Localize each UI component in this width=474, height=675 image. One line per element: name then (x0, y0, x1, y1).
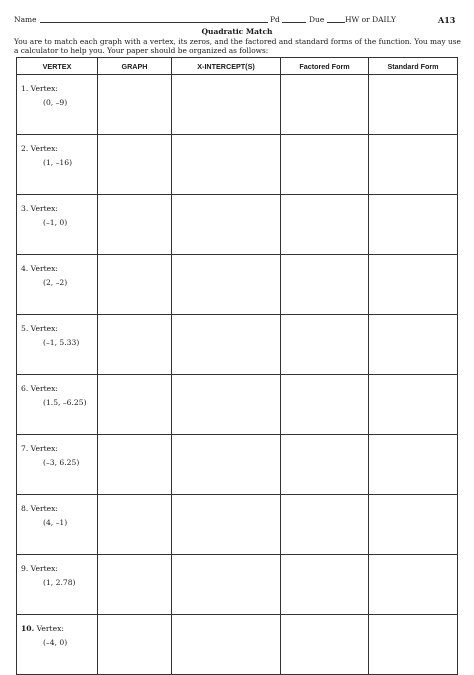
vertex-label: Vertex: (30, 204, 58, 213)
vertex-coordinates: (1, –16) (43, 158, 73, 167)
standard-form-answer-cell[interactable] (369, 195, 458, 255)
problem-number: 6. (21, 384, 29, 393)
problem-number: 5. (21, 324, 29, 333)
vertex-label: Vertex: (30, 564, 58, 573)
x-intercepts-answer-cell[interactable] (172, 255, 281, 315)
graph-answer-cell[interactable] (98, 435, 172, 495)
column-header-standard-form: Standard Form (369, 58, 458, 75)
vertex-label: Vertex: (30, 504, 58, 513)
standard-form-answer-cell[interactable] (369, 375, 458, 435)
problem-number: 7. (21, 444, 29, 453)
table-row (17, 615, 458, 675)
vertex-coordinates: (0, –9) (43, 98, 68, 107)
x-intercepts-answer-cell[interactable] (172, 555, 281, 615)
column-header-factored-form: Factored Form (281, 58, 369, 75)
table-row (17, 435, 458, 495)
vertex-cell (17, 195, 98, 255)
standard-form-answer-cell[interactable] (369, 255, 458, 315)
vertex-coordinates: (1.5, –6.25) (43, 398, 87, 407)
problem-number: 10. (21, 624, 35, 633)
hw-label: HW or DAILY (345, 15, 396, 24)
standard-form-answer-cell[interactable] (369, 495, 458, 555)
vertex-label: Vertex: (30, 384, 58, 393)
problem-number: 3. (21, 204, 29, 213)
vertex-coordinates: (2, –2) (43, 278, 68, 287)
problem-number: 9. (21, 564, 29, 573)
vertex-cell (17, 255, 98, 315)
factored-form-answer-cell[interactable] (281, 375, 369, 435)
worksheet-code: A13 (438, 15, 456, 25)
standard-form-answer-cell[interactable] (369, 135, 458, 195)
header-line (14, 15, 460, 27)
vertex-coordinates: (–3, 6.25) (43, 458, 80, 467)
graph-answer-cell[interactable] (98, 75, 172, 135)
due-blank[interactable] (327, 15, 345, 25)
table-row (17, 495, 458, 555)
vertex-cell (17, 495, 98, 555)
vertex-label: Vertex: (30, 444, 58, 453)
table-header-row (17, 58, 458, 75)
graph-answer-cell[interactable] (98, 315, 172, 375)
vertex-coordinates: (–1, 5.33) (43, 338, 80, 347)
factored-form-answer-cell[interactable] (281, 135, 369, 195)
answer-table (16, 57, 458, 675)
x-intercepts-answer-cell[interactable] (172, 615, 281, 675)
vertex-cell (17, 315, 98, 375)
vertex-cell (17, 135, 98, 195)
vertex-cell (17, 615, 98, 675)
table-row (17, 75, 458, 135)
x-intercepts-answer-cell[interactable] (172, 435, 281, 495)
factored-form-answer-cell[interactable] (281, 75, 369, 135)
x-intercepts-answer-cell[interactable] (172, 375, 281, 435)
due-label: Due (309, 15, 325, 24)
vertex-label: Vertex: (36, 624, 64, 633)
standard-form-answer-cell[interactable] (369, 435, 458, 495)
standard-form-answer-cell[interactable] (369, 615, 458, 675)
vertex-cell (17, 375, 98, 435)
standard-form-answer-cell[interactable] (369, 75, 458, 135)
table-row (17, 255, 458, 315)
problem-number: 8. (21, 504, 29, 513)
column-header-x-intercepts: X-INTERCEPT(S) (172, 58, 281, 75)
vertex-coordinates: (4, –1) (43, 518, 68, 527)
factored-form-answer-cell[interactable] (281, 615, 369, 675)
factored-form-answer-cell[interactable] (281, 255, 369, 315)
column-header-vertex: VERTEX (17, 58, 98, 75)
vertex-label: Vertex: (30, 84, 58, 93)
vertex-label: Vertex: (30, 264, 58, 273)
name-blank[interactable] (40, 15, 268, 25)
graph-answer-cell[interactable] (98, 135, 172, 195)
column-header-graph: GRAPH (98, 58, 172, 75)
graph-answer-cell[interactable] (98, 555, 172, 615)
vertex-label: Vertex: (30, 144, 58, 153)
problem-number: 4. (21, 264, 29, 273)
problem-number: 1. (21, 84, 29, 93)
factored-form-answer-cell[interactable] (281, 195, 369, 255)
vertex-label: Vertex: (30, 324, 58, 333)
graph-answer-cell[interactable] (98, 195, 172, 255)
table-row (17, 195, 458, 255)
vertex-coordinates: (–4, 0) (43, 638, 68, 647)
x-intercepts-answer-cell[interactable] (172, 315, 281, 375)
factored-form-answer-cell[interactable] (281, 315, 369, 375)
graph-answer-cell[interactable] (98, 375, 172, 435)
table-row (17, 375, 458, 435)
graph-answer-cell[interactable] (98, 495, 172, 555)
vertex-coordinates: (1, 2.78) (43, 578, 76, 587)
factored-form-answer-cell[interactable] (281, 435, 369, 495)
table-row (17, 135, 458, 195)
worksheet-title: Quadratic Match (201, 27, 273, 36)
table-row (17, 555, 458, 615)
factored-form-answer-cell[interactable] (281, 495, 369, 555)
pd-blank[interactable] (282, 15, 306, 25)
instructions-text: You are to match each graph with a vertex, its zeros, and the factored and standard forms of the function. You may use a calculator to help you. Your paper should be organized as follows: (14, 37, 461, 56)
standard-form-answer-cell[interactable] (369, 315, 458, 375)
vertex-coordinates: (–1, 0) (43, 218, 68, 227)
graph-answer-cell[interactable] (98, 615, 172, 675)
vertex-cell (17, 435, 98, 495)
x-intercepts-answer-cell[interactable] (172, 495, 281, 555)
table-row (17, 315, 458, 375)
vertex-cell (17, 75, 98, 135)
standard-form-answer-cell[interactable] (369, 555, 458, 615)
graph-answer-cell[interactable] (98, 255, 172, 315)
name-label: Name (14, 15, 37, 24)
x-intercepts-answer-cell[interactable] (172, 75, 281, 135)
vertex-cell (17, 555, 98, 615)
pd-label: Pd (270, 15, 280, 24)
x-intercepts-answer-cell[interactable] (172, 135, 281, 195)
factored-form-answer-cell[interactable] (281, 555, 369, 615)
x-intercepts-answer-cell[interactable] (172, 195, 281, 255)
problem-number: 2. (21, 144, 29, 153)
